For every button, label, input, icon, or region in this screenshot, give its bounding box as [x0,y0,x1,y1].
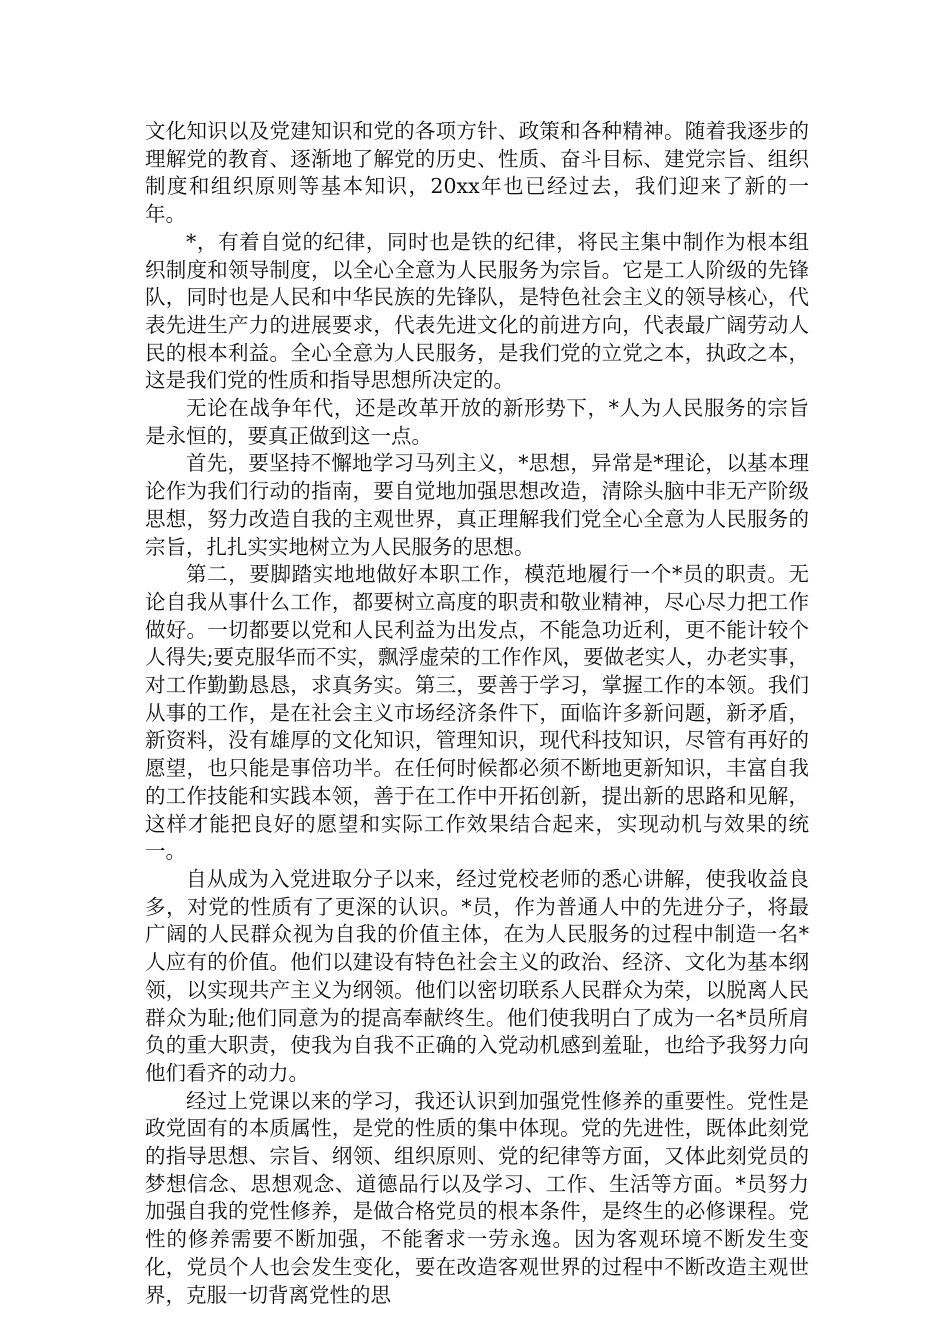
paragraph-party-spirit: 经过上党课以来的学习，我还认识到加强党性修养的重要性。党性是政党固有的本质属性，是党的性质的集中体现。党的先进性，既体此刻党的指导思想、宗旨、纲领、组织原则、党的纪律等方面，又体此刻党员的梦想信念、思想观念、道德品行以及学习、工作、生活等方面。*员努力加强自我的党性修养，是做合格党员的根本条件，是终生的必修课程。党性的修养需要不断加强，不能奢求一劳永逸。因为客观环境不断发生变化，党员个人也会发生变化，要在改造客观世界的过程中不断改造主观世界，克服一切背离党性的思 [145,1088,809,1307]
paragraph-continuation: 文化知识以及党建知识和党的各项方针、政策和各种精神。随着我逐步的理解党的教育、逐渐地了解党的历史、性质、奋斗目标、建党宗旨、组织制度和组织原则等基本知识，20xx年也已经过去，我们迎来了新的一年。 [145,119,809,227]
document-page [145,118,809,1309]
paragraph-serve-people: 无论在战争年代，还是改革开放的新形势下，*人为人民服务的宗旨是永恒的，要真正做到这一点。 [145,396,809,448]
paragraph-second-point: 第二，要脚踏实地地做好本职工作，模范地履行一个*员的职责。无论自我从事什么工作，都要树立高度的职责和敬业精神，尽心尽力把工作做好。一切都要以党和人民利益为出发点，不能急功近利，更不能计较个人得失;要克服华而不实，飘浮虚荣的工作作风，要做老实人，办老实事，对工作勤勤恳恳，求真务实。第三，要善于学习，掌握工作的本领。我们从事的工作，是在社会主义市场经济条件下，面临许多新问题，新矛盾，新资料，没有雄厚的文化知识，管理知识，现代科技知识，尽管有再好的愿望，也只能是事倍功半。在任何时候都必须不断地更新知识，丰富自我的工作技能和实践本领，善于在工作中开拓创新，提出新的思路和见解，这样才能把良好的愿望和实际工作效果结合起来，实现动机与效果的统一。 [145,562,809,864]
paragraph-first-point: 首先，要坚持不懈地学习马列主义，*思想，异常是*理论，以基本理论作为我们行动的指南，要自觉地加强思想改造，清除头脑中非无产阶级思想，努力改造自我的主观世界，真正理解我们党全心全意为人民服务的宗旨，扎扎实实地树立为人民服务的思想。 [145,451,809,559]
paragraph-party-nature: *，有着自觉的纪律，同时也是铁的纪律，将民主集中制作为根本组织制度和领导制度，以全心全意为人民服务为宗旨。它是工人阶级的先锋队，同时也是人民和中华民族的先锋队，是特色社会主义的领导核心，代表先进生产力的进展要求，代表先进文化的前进方向，代表最广阔劳动人民的根本利益。全心全意为人民服务，是我们党的立党之本，执政之本，这是我们党的性质和指导思想所决定的。 [145,229,809,393]
paragraph-activist-reflection: 自从成为入党进取分子以来，经过党校老师的悉心讲解，使我收益良多，对党的性质有了更深的认识。*员，作为普通人中的先进分子，将最广阔的人民群众视为自我的价值主体，在为人民服务的过程中制造一名*人应有的价值。他们以建设有特色社会主义的政治、经济、文化为基本纲领，以实现共产主义为纲领。他们以密切联系人民群众为荣，以脱离人民群众为耻;他们同意为的提高奉献终生。他们使我明白了成为一名*员所肩负的重大职责，使我为自我不正确的入党动机感到羞耻，也给予我努力向他们看齐的动力。 [145,866,809,1085]
